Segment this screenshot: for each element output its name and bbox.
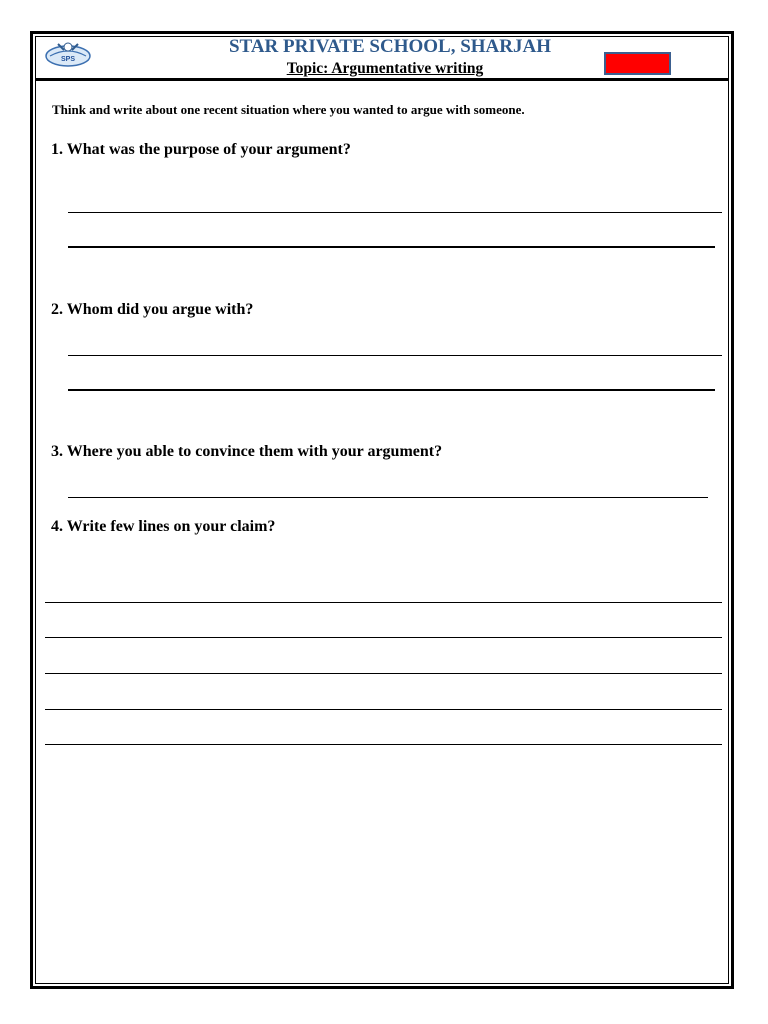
question-1: 1. What was the purpose of your argument?	[51, 141, 351, 158]
logo-text: SPS	[60, 56, 76, 63]
school-logo-icon	[44, 38, 92, 68]
answer-line[interactable]	[68, 389, 715, 391]
answer-line[interactable]	[45, 709, 722, 710]
header-divider	[35, 78, 729, 81]
answer-line[interactable]	[45, 602, 722, 603]
question-4: 4. Write few lines on your claim?	[51, 518, 276, 535]
answer-line[interactable]	[68, 246, 715, 248]
answer-line[interactable]	[45, 637, 722, 638]
answer-line[interactable]	[68, 497, 708, 498]
school-name: STAR PRIVATE SCHOOL, SHARJAH	[228, 36, 551, 57]
question-2: 2. Whom did you argue with?	[51, 301, 254, 318]
answer-line[interactable]	[68, 212, 722, 213]
topic-title	[200, 60, 570, 78]
question-3: 3. Where you able to convince them with your argument?	[51, 443, 443, 460]
answer-line[interactable]	[68, 355, 722, 356]
page-inner-border	[35, 36, 729, 984]
topic-text: Topic: Argumentative writing	[286, 60, 484, 77]
answer-line[interactable]	[45, 673, 722, 674]
answer-line[interactable]	[45, 744, 722, 745]
instruction-text: Think and write about one recent situation where you wanted to argue with someone.	[52, 102, 525, 117]
red-marker-box	[604, 52, 671, 75]
